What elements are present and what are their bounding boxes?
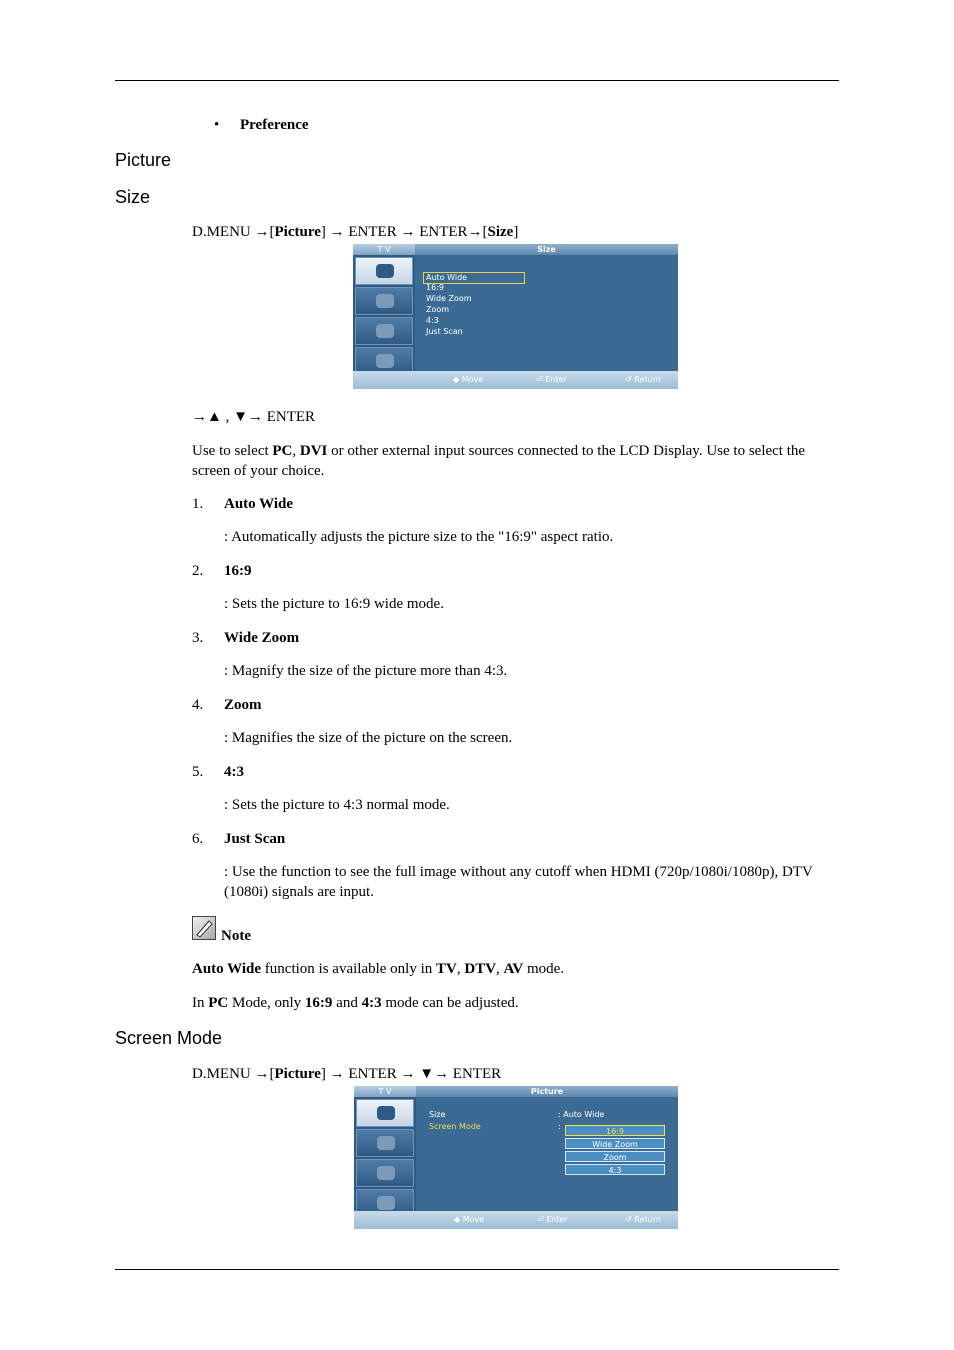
bullet-label: Preference: [240, 117, 309, 133]
header-rule: [115, 80, 839, 81]
item-description: : Magnify the size of the picture more than 4:3.: [224, 663, 508, 679]
size-menu-path: D.MENU →[Picture] → ENTER → ENTER→[Size]: [192, 224, 519, 240]
osd-option: 4:3: [426, 316, 439, 325]
osd-title: Size: [415, 244, 678, 255]
item-description: : Sets the picture to 16:9 wide mode.: [224, 596, 444, 612]
note-line-1: Auto Wide function is available only in TV, DTV, AV mode.: [192, 961, 565, 977]
item-number: 3.: [192, 630, 204, 646]
setup-icon: [355, 317, 413, 345]
item-description: : Magnifies the size of the picture on the screen.: [224, 730, 513, 746]
item-number: 2.: [192, 563, 204, 579]
item-number: 1.: [192, 496, 204, 512]
osd-sidebar: [353, 255, 415, 371]
osd-size-label: Size: [429, 1110, 446, 1119]
picture-icon: [356, 1099, 414, 1127]
item-description: : Sets the picture to 4:3 normal mode.: [224, 797, 450, 813]
osd-screen-mode-screenshot: [354, 1086, 678, 1229]
osd-enter-hint: ⏎ Enter: [537, 1215, 568, 1224]
osd-footer: [353, 371, 678, 389]
osd-tv-tab: T V: [353, 244, 415, 255]
item-title: Zoom: [224, 697, 262, 713]
heading-screen-mode: Screen Mode: [115, 1028, 223, 1048]
osd-sidebar: [354, 1097, 416, 1211]
osd-mode-option: 16:9: [565, 1125, 665, 1136]
item-number: 4.: [192, 697, 204, 713]
bullet-mark: •: [214, 117, 220, 133]
osd-option: Just Scan: [426, 327, 463, 336]
heading-size: Size: [115, 187, 151, 207]
osd-size-value: : Auto Wide: [558, 1110, 605, 1119]
osd-return-hint: ↺ Return: [625, 1215, 661, 1224]
item-title: Wide Zoom: [224, 630, 300, 646]
osd-move-hint: ◆ Move: [453, 375, 484, 384]
osd-screen-mode-label: Screen Mode: [429, 1122, 481, 1131]
osd-mode-option: Wide Zoom: [565, 1138, 665, 1149]
osd-move-hint: ◆ Move: [454, 1215, 485, 1224]
picture-icon: [355, 257, 413, 285]
item-description: : Use the function to see the full image without any cutoff when HDMI (720p/1080i/1080p), DTV (1080i) signals are input.: [224, 864, 813, 900]
osd-title: Picture: [416, 1086, 678, 1097]
osd-mode-option: 4:3: [565, 1164, 665, 1175]
osd-mode-option: Zoom: [565, 1151, 665, 1162]
footer-rule: [115, 1269, 839, 1270]
item-number: 6.: [192, 831, 204, 847]
osd-option: 16:9: [426, 283, 444, 292]
item-number: 5.: [192, 764, 204, 780]
osd-tv-tab: T V: [354, 1086, 416, 1097]
setup-icon: [356, 1159, 414, 1187]
osd-enter-hint: ⏎ Enter: [536, 375, 567, 384]
item-title: Auto Wide: [224, 496, 294, 512]
intro-paragraph: Use to select PC, DVI or other external input sources connected to the LCD Display. Use to select the screen of your choice.: [192, 443, 806, 479]
osd-screen-mode-colon: :: [558, 1122, 561, 1131]
item-title: 4:3: [224, 764, 244, 780]
nav-instruction: →▲ , ▼→ ENTER: [192, 409, 316, 425]
item-title: 16:9: [224, 563, 252, 579]
item-title: Just Scan: [224, 831, 286, 847]
sound-icon: [356, 1129, 414, 1157]
sound-icon: [355, 287, 413, 315]
osd-footer: [354, 1211, 678, 1229]
note-icon: [192, 916, 216, 940]
screen-mode-menu-path: D.MENU →[Picture] → ENTER → ▼→ ENTER: [192, 1066, 502, 1082]
osd-size-screenshot: [353, 244, 678, 389]
note-label: Note: [221, 928, 251, 944]
bullet-item: [214, 115, 309, 135]
heading-picture: Picture: [115, 150, 172, 170]
item-description: : Automatically adjusts the picture size to the "16:9" aspect ratio.: [224, 529, 614, 545]
osd-option: Zoom: [426, 305, 450, 314]
osd-option: Auto Wide: [423, 272, 525, 284]
note-line-2: In PC Mode, only 16:9 and 4:3 mode can be adjusted.: [192, 995, 519, 1011]
osd-return-hint: ↺ Return: [625, 375, 661, 384]
osd-option: Wide Zoom: [426, 294, 472, 303]
